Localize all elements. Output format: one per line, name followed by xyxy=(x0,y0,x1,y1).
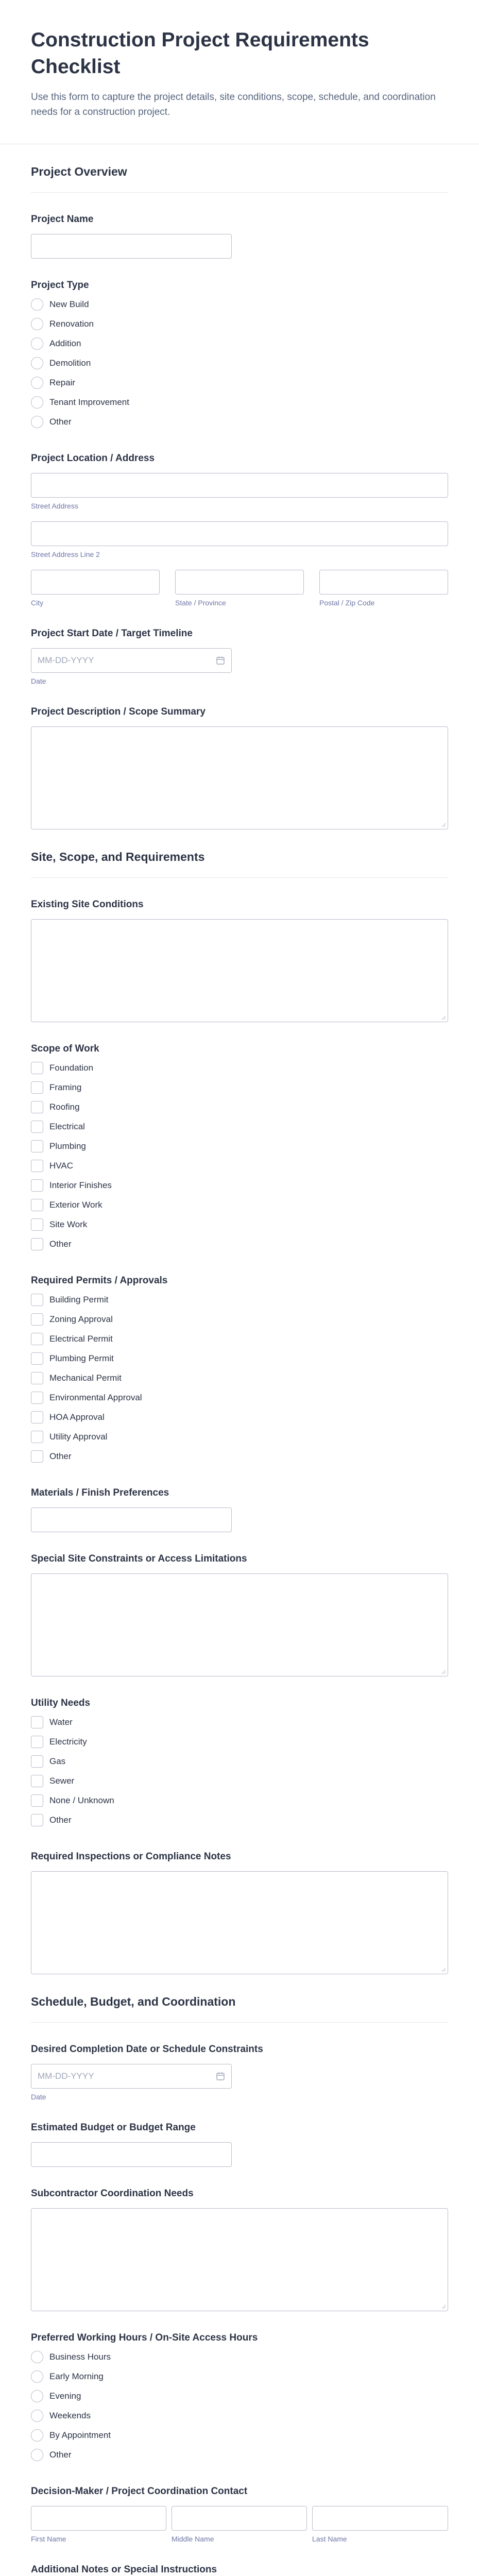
option-label: Building Permit xyxy=(49,1295,109,1304)
option-label: Foundation xyxy=(49,1063,94,1073)
permits-label: Required Permits / Approvals xyxy=(31,1275,168,1286)
constraints-label: Special Site Constraints or Access Limitations xyxy=(31,1553,247,1564)
checkbox-option[interactable] xyxy=(31,1156,448,1176)
checkbox[interactable] xyxy=(31,1218,43,1231)
resize-grip-icon[interactable] xyxy=(441,1669,446,1674)
first-name-col xyxy=(31,2506,166,2543)
permits-options xyxy=(31,1290,448,1466)
street-address-input[interactable] xyxy=(31,473,448,498)
checkbox[interactable] xyxy=(31,1352,43,1365)
form-header xyxy=(0,0,479,144)
radio-option[interactable] xyxy=(31,2367,448,2386)
option-label: Other xyxy=(49,2450,72,2460)
option-label: Early Morning xyxy=(49,2371,104,2381)
option-label: Renovation xyxy=(49,319,94,329)
checkbox-option[interactable] xyxy=(31,1771,448,1791)
checkbox-option[interactable] xyxy=(31,1195,448,1215)
radio-button[interactable] xyxy=(31,396,43,409)
utilities-label: Utility Needs xyxy=(31,1698,91,1708)
checkbox[interactable] xyxy=(31,1333,43,1345)
checkbox[interactable] xyxy=(31,1062,43,1074)
radio-option[interactable] xyxy=(31,2347,448,2367)
radio-option[interactable] xyxy=(31,314,448,334)
checkbox-option[interactable] xyxy=(31,1349,448,1368)
completion-date-placeholder: MM-DD-YYYY xyxy=(38,2071,94,2081)
checkbox-option[interactable] xyxy=(31,1234,448,1254)
calendar-icon[interactable] xyxy=(216,656,225,665)
option-label: Other xyxy=(49,1815,72,1825)
option-label: Water xyxy=(49,1717,73,1727)
checkbox[interactable] xyxy=(31,1411,43,1423)
checkbox[interactable] xyxy=(31,1372,43,1384)
checkbox-option[interactable] xyxy=(31,1310,448,1329)
checkbox[interactable] xyxy=(31,1392,43,1404)
checkbox[interactable] xyxy=(31,1121,43,1133)
checkbox[interactable] xyxy=(31,1140,43,1153)
checkbox[interactable] xyxy=(31,1736,43,1748)
first-name-sublabel: First Name xyxy=(31,2535,66,2543)
section-site-scope: Site, Scope, and Requirements xyxy=(31,829,448,878)
materials-label: Materials / Finish Preferences xyxy=(31,1487,169,1498)
checkbox[interactable] xyxy=(31,1101,43,1113)
start-date-placeholder: MM-DD-YYYY xyxy=(38,655,94,665)
question-description xyxy=(31,685,448,829)
completion-date-sublabel: Date xyxy=(31,2093,46,2101)
checkbox[interactable] xyxy=(31,1450,43,1463)
inspections-textarea[interactable] xyxy=(31,1871,448,1974)
option-label: Other xyxy=(49,1451,72,1461)
radio-option[interactable] xyxy=(31,412,448,432)
checkbox-option[interactable] xyxy=(31,1713,448,1732)
checkbox-option[interactable] xyxy=(31,1290,448,1310)
option-label: Other xyxy=(49,1239,72,1249)
question-utilities xyxy=(31,1676,448,1830)
postal-sublabel: Postal / Zip Code xyxy=(319,599,375,607)
option-label: Other xyxy=(49,417,72,427)
radio-button[interactable] xyxy=(31,2390,43,2402)
description-label: Project Description / Scope Summary xyxy=(31,706,206,717)
option-label: Electricity xyxy=(49,1737,87,1747)
option-label: Sewer xyxy=(49,1776,75,1786)
city-input[interactable] xyxy=(31,570,160,595)
completion-date-label: Desired Completion Date or Schedule Constraints xyxy=(31,2044,263,2055)
option-label: Electrical Permit xyxy=(49,1334,113,1344)
postal-col xyxy=(319,570,448,607)
resize-grip-icon[interactable] xyxy=(441,822,446,827)
scope-of-work-label: Scope of Work xyxy=(31,1043,99,1054)
materials-input[interactable] xyxy=(31,1507,232,1532)
option-label: HVAC xyxy=(49,1161,73,1171)
description-textarea[interactable] xyxy=(31,726,448,829)
checkbox-option[interactable] xyxy=(31,1368,448,1388)
notes-label: Additional Notes or Special Instructions xyxy=(31,2564,217,2575)
middle-name-input[interactable] xyxy=(172,2506,307,2531)
middle-name-col xyxy=(172,2506,307,2543)
checkbox-option[interactable] xyxy=(31,1058,448,1078)
radio-button[interactable] xyxy=(31,2370,43,2383)
radio-button[interactable] xyxy=(31,357,43,369)
inspections-label: Required Inspections or Compliance Notes xyxy=(31,1851,231,1862)
option-label: Interior Finishes xyxy=(49,1180,112,1190)
question-location xyxy=(31,432,448,607)
option-label: Environmental Approval xyxy=(49,1393,142,1402)
city-sublabel: City xyxy=(31,599,44,607)
option-label: Business Hours xyxy=(49,2352,111,2362)
option-label: Electrical xyxy=(49,1122,85,1131)
option-label: Zoning Approval xyxy=(49,1314,113,1324)
checkbox[interactable] xyxy=(31,1081,43,1094)
street-address-2-sublabel: Street Address Line 2 xyxy=(31,550,100,558)
completion-date-input[interactable] xyxy=(31,2064,232,2089)
middle-name-sublabel: Middle Name xyxy=(172,2535,214,2543)
checkbox-option[interactable] xyxy=(31,1427,448,1447)
radio-button[interactable] xyxy=(31,298,43,311)
street-address-sublabel: Street Address xyxy=(31,502,78,510)
checkbox[interactable] xyxy=(31,1199,43,1211)
checkbox-option[interactable] xyxy=(31,1791,448,1810)
checkbox[interactable] xyxy=(31,1294,43,1306)
subcontractor-label: Subcontractor Coordination Needs xyxy=(31,2188,194,2199)
question-existing-conditions xyxy=(31,878,448,1022)
checkbox[interactable] xyxy=(31,1313,43,1326)
option-label: Repair xyxy=(49,378,76,387)
working-hours-label: Preferred Working Hours / On-Site Access Hours xyxy=(31,2332,258,2343)
question-completion-date xyxy=(31,2023,448,2101)
question-constraints xyxy=(31,1532,448,1676)
project-type-options xyxy=(31,295,448,432)
start-date-sublabel: Date xyxy=(31,677,46,685)
checkbox-option[interactable] xyxy=(31,1329,448,1349)
city-col xyxy=(31,570,160,607)
last-name-sublabel: Last Name xyxy=(312,2535,347,2543)
checkbox-option[interactable] xyxy=(31,1388,448,1408)
question-scope-of-work xyxy=(31,1022,448,1254)
radio-option[interactable] xyxy=(31,334,448,353)
last-name-col xyxy=(312,2506,448,2543)
radio-button[interactable] xyxy=(31,2351,43,2363)
question-project-type xyxy=(31,259,448,432)
utilities-options xyxy=(31,1713,448,1830)
radio-button[interactable] xyxy=(31,377,43,389)
form-subtitle: Use this form to capture the project details, site conditions, scope, schedule, and coordination needs for a construction project. xyxy=(31,92,436,117)
radio-option[interactable] xyxy=(31,2426,448,2445)
first-name-input[interactable] xyxy=(31,2506,166,2531)
option-label: New Build xyxy=(49,299,89,309)
checkbox[interactable] xyxy=(31,1794,43,1807)
project-name-label: Project Name xyxy=(31,214,94,225)
radio-option[interactable] xyxy=(31,2386,448,2406)
subcontractor-textarea[interactable] xyxy=(31,2208,448,2311)
checkbox-option[interactable] xyxy=(31,1810,448,1830)
option-label: Gas xyxy=(49,1756,66,1766)
radio-button[interactable] xyxy=(31,416,43,428)
project-name-input[interactable] xyxy=(31,234,232,259)
checkbox[interactable] xyxy=(31,1775,43,1787)
budget-input[interactable] xyxy=(31,2142,232,2167)
checkbox-option[interactable] xyxy=(31,1097,448,1117)
checkbox[interactable] xyxy=(31,1431,43,1443)
radio-button[interactable] xyxy=(31,2449,43,2461)
checkbox[interactable] xyxy=(31,1179,43,1192)
option-label: Plumbing xyxy=(49,1141,86,1151)
scope-of-work-options xyxy=(31,1058,448,1254)
start-date-input[interactable] xyxy=(31,648,232,673)
option-label: Evening xyxy=(49,2391,81,2401)
question-budget xyxy=(31,2101,448,2167)
checkbox-option[interactable] xyxy=(31,1176,448,1195)
checkbox-option[interactable] xyxy=(31,1215,448,1234)
checkbox[interactable] xyxy=(31,1755,43,1768)
street-address-2-input[interactable] xyxy=(31,521,448,546)
question-materials xyxy=(31,1466,448,1532)
constraints-textarea[interactable] xyxy=(31,1573,448,1676)
existing-conditions-label: Existing Site Conditions xyxy=(31,899,144,910)
checkbox-option[interactable] xyxy=(31,1447,448,1466)
last-name-input[interactable] xyxy=(312,2506,448,2531)
option-label: Site Work xyxy=(49,1219,88,1229)
state-input[interactable] xyxy=(175,570,304,595)
contact-name-row xyxy=(31,2506,448,2543)
question-subcontractor xyxy=(31,2167,448,2311)
working-hours-options xyxy=(31,2347,448,2465)
section-schedule-budget: Schedule, Budget, and Coordination xyxy=(31,1974,448,2023)
option-label: Utility Approval xyxy=(49,1432,108,1442)
checkbox-option[interactable] xyxy=(31,1732,448,1752)
calendar-icon[interactable] xyxy=(216,2072,225,2081)
question-permits xyxy=(31,1254,448,1466)
resize-grip-icon[interactable] xyxy=(441,1015,446,1020)
option-label: None / Unknown xyxy=(49,1795,114,1805)
option-label: Plumbing Permit xyxy=(49,1353,114,1363)
option-label: By Appointment xyxy=(49,2430,111,2440)
radio-option[interactable] xyxy=(31,295,448,314)
option-label: Weekends xyxy=(49,2411,91,2420)
option-label: HOA Approval xyxy=(49,1412,105,1422)
option-label: Roofing xyxy=(49,1102,80,1112)
radio-button[interactable] xyxy=(31,337,43,350)
question-contact xyxy=(31,2465,448,2543)
resize-grip-icon[interactable] xyxy=(441,1967,446,1972)
checkbox-option[interactable] xyxy=(31,1408,448,1427)
option-label: Tenant Improvement xyxy=(49,397,129,407)
form-content xyxy=(0,144,479,2576)
question-start-date xyxy=(31,607,448,685)
contact-label: Decision-Maker / Project Coordination Contact xyxy=(31,2486,248,2497)
option-label: Mechanical Permit xyxy=(49,1373,122,1383)
radio-option[interactable] xyxy=(31,393,448,412)
question-inspections xyxy=(31,1830,448,1974)
radio-option[interactable] xyxy=(31,353,448,373)
city-state-zip-row xyxy=(31,570,448,607)
radio-button[interactable] xyxy=(31,2429,43,2442)
radio-option[interactable] xyxy=(31,2445,448,2465)
checkbox[interactable] xyxy=(31,1716,43,1728)
checkbox[interactable] xyxy=(31,1814,43,1826)
checkbox-option[interactable] xyxy=(31,1752,448,1771)
question-notes xyxy=(31,2543,448,2576)
checkbox[interactable] xyxy=(31,1160,43,1172)
checkbox-option[interactable] xyxy=(31,1137,448,1156)
checkbox-option[interactable] xyxy=(31,1117,448,1137)
radio-button[interactable] xyxy=(31,2410,43,2422)
option-label: Addition xyxy=(49,338,81,348)
checkbox[interactable] xyxy=(31,1238,43,1250)
budget-label: Estimated Budget or Budget Range xyxy=(31,2122,196,2133)
location-label: Project Location / Address xyxy=(31,453,155,464)
state-sublabel: State / Province xyxy=(175,599,226,607)
resize-grip-icon[interactable] xyxy=(441,2304,446,2309)
checkbox-option[interactable] xyxy=(31,1078,448,1097)
option-label: Exterior Work xyxy=(49,1200,102,1210)
state-col xyxy=(175,570,304,607)
project-type-label: Project Type xyxy=(31,280,89,291)
option-label: Framing xyxy=(49,1082,82,1092)
option-label: Demolition xyxy=(49,358,91,368)
start-date-label: Project Start Date / Target Timeline xyxy=(31,628,193,639)
form-title: Construction Project Requirements Checklist xyxy=(31,29,369,78)
radio-button[interactable] xyxy=(31,318,43,330)
section-project-overview: Project Overview xyxy=(31,144,448,193)
postal-input[interactable] xyxy=(319,570,448,595)
question-project-name xyxy=(31,193,448,259)
existing-conditions-textarea[interactable] xyxy=(31,919,448,1022)
question-working-hours xyxy=(31,2311,448,2465)
radio-option[interactable] xyxy=(31,2406,448,2426)
radio-option[interactable] xyxy=(31,373,448,393)
